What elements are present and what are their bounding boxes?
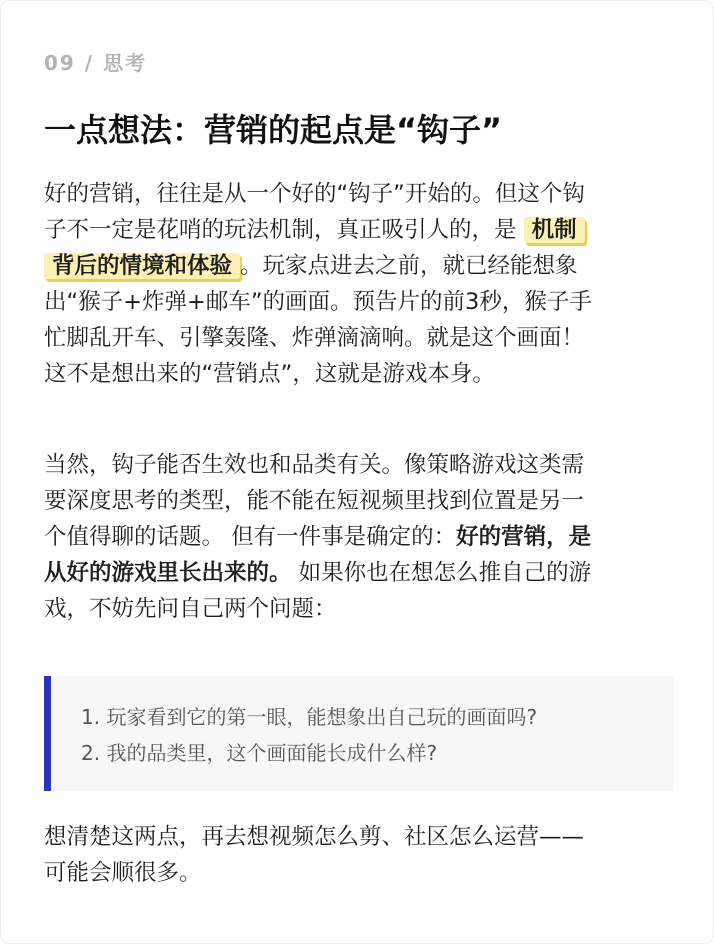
- paragraph-3: [44, 819, 676, 891]
- text-line: [44, 212, 676, 248]
- question-blockquote: [44, 676, 674, 791]
- text-segment: 。玩家点进去之前，就已经能想象: [240, 253, 578, 279]
- text-segment: 个值得聊的话题。 但有一件事是确定的：: [44, 524, 457, 550]
- text-segment: 子不一定是花哨的玩法机制，真正吸引人的，是: [44, 217, 517, 243]
- text-line: 当然，钩子能否生效也和品类有关。像策略游戏这类需: [44, 452, 585, 478]
- text-line: 想清楚这两点，再去想视频怎么剪、社区怎么运营——: [44, 824, 585, 850]
- bold-text: 好的营销，是: [456, 524, 592, 550]
- page-title: 一点想法：营销的起点是“钩子”: [44, 111, 503, 149]
- text-line: [44, 519, 676, 555]
- highlight-mark: 背后的情境和体验: [44, 253, 240, 279]
- highlight-mark: 机制: [524, 217, 585, 243]
- paragraph-1: [44, 176, 676, 392]
- paragraph-2: [44, 447, 676, 627]
- section-label: 09 / 思考: [44, 51, 148, 75]
- text-line: 要深度思考的类型，能不能在短视频里找到位置是另一: [44, 488, 585, 514]
- text-line: [44, 248, 676, 284]
- text-line: 这不是想出来的“营销点”，这就是游戏本身。: [44, 361, 495, 387]
- question-item: 1. 玩家看到它的第一眼，能想象出自己玩的画面吗?: [81, 705, 538, 729]
- question-item: 2. 我的品类里，这个画面能长成什么样?: [81, 741, 438, 765]
- text-line: 出“猴子+炸弹+邮车”的画面。预告片的前3秒，猴子手: [44, 289, 592, 315]
- text-line: 忙脚乱开车、引擎轰隆、炸弹滴滴响。就是这个画面！: [44, 325, 585, 351]
- text-line: 可能会顺很多。: [44, 860, 202, 886]
- bold-text: 从好的游戏里长出来的。: [44, 560, 292, 586]
- text-line: 戏，不妨先问自己两个问题：: [44, 596, 337, 622]
- text-segment: 如果你也在想怎么推自己的游: [291, 560, 592, 586]
- text-line: 好的营销，往往是从一个好的“钩子”开始的。但这个钩: [44, 181, 585, 207]
- question-list: [81, 699, 537, 771]
- text-line: [44, 555, 676, 591]
